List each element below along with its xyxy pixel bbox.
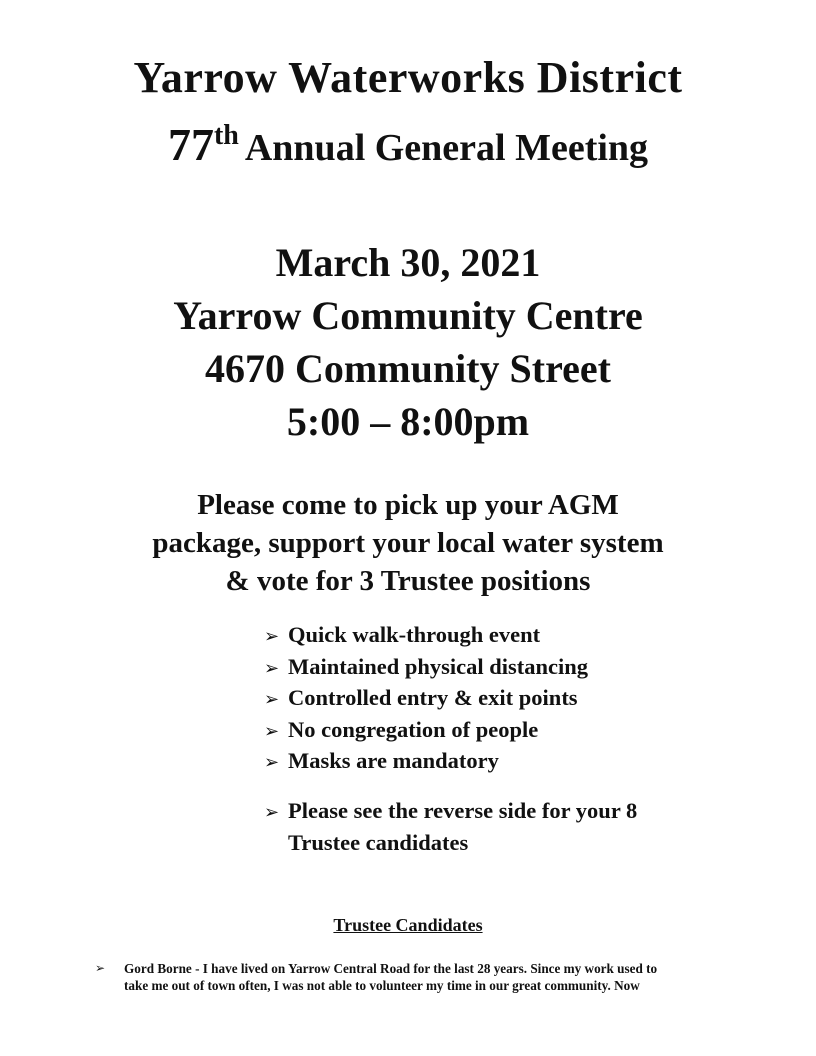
bullet-text: Controlled entry & exit points (288, 685, 578, 710)
reverse-side-note (264, 796, 784, 857)
district-title: Yarrow Waterworks District (133, 53, 683, 102)
event-address: 4670 Community Street (205, 346, 611, 391)
arrow-bullet-icon: ➢ (264, 802, 280, 823)
event-date: March 30, 2021 (275, 240, 541, 285)
invitation-text (0, 486, 816, 600)
safety-bullet-list (264, 620, 784, 778)
bullet-text: Quick walk-through event (288, 622, 541, 647)
arrow-bullet-icon: ➢ (264, 657, 280, 679)
arrow-bullet-icon: ➢ (95, 961, 106, 975)
invitation-line-2: package, support your local water system (152, 527, 664, 559)
reverse-note-line-1: Please see the reverse side for your 8 (288, 798, 638, 823)
event-details (0, 236, 816, 448)
ordinal-suffix: th (213, 120, 239, 151)
invitation-line-1: Please come to pick up your AGM (197, 489, 619, 521)
bullet-text: Masks are mandatory (288, 748, 499, 773)
ordinal-number: 77 (167, 119, 214, 170)
candidate-text-line-2: take me out of town often, I was not able to volunteer my time in our great community. Now (124, 978, 640, 993)
candidates-heading: Trustee Candidates (333, 915, 483, 935)
event-time: 5:00 – 8:00pm (286, 399, 530, 444)
arrow-bullet-icon: ➢ (264, 720, 280, 742)
meeting-title (0, 106, 816, 178)
bullet-item (264, 746, 784, 778)
reverse-note-line-2: Trustee candidates (288, 829, 469, 855)
bullet-item (264, 620, 784, 652)
arrow-bullet-icon: ➢ (264, 752, 280, 773)
event-venue: Yarrow Community Centre (173, 293, 643, 338)
reverse-note-first-line (264, 796, 784, 828)
candidate-text-line-1: Gord Borne - I have lived on Yarrow Central Road for the last 28 years. Since my work used to (124, 961, 658, 976)
arrow-bullet-icon: ➢ (264, 689, 280, 710)
invitation-line-3: & vote for 3 Trustee positions (225, 565, 591, 597)
bullet-item (264, 652, 784, 684)
bullet-item (264, 683, 784, 715)
meeting-name: Annual General Meeting (244, 127, 649, 169)
bullet-text: No congregation of people (288, 716, 539, 742)
bullet-item (264, 715, 784, 747)
title-block (0, 50, 816, 178)
arrow-bullet-icon: ➢ (264, 626, 280, 647)
candidate-entry (95, 960, 735, 994)
bullet-text: Maintained physical distancing (288, 653, 589, 679)
